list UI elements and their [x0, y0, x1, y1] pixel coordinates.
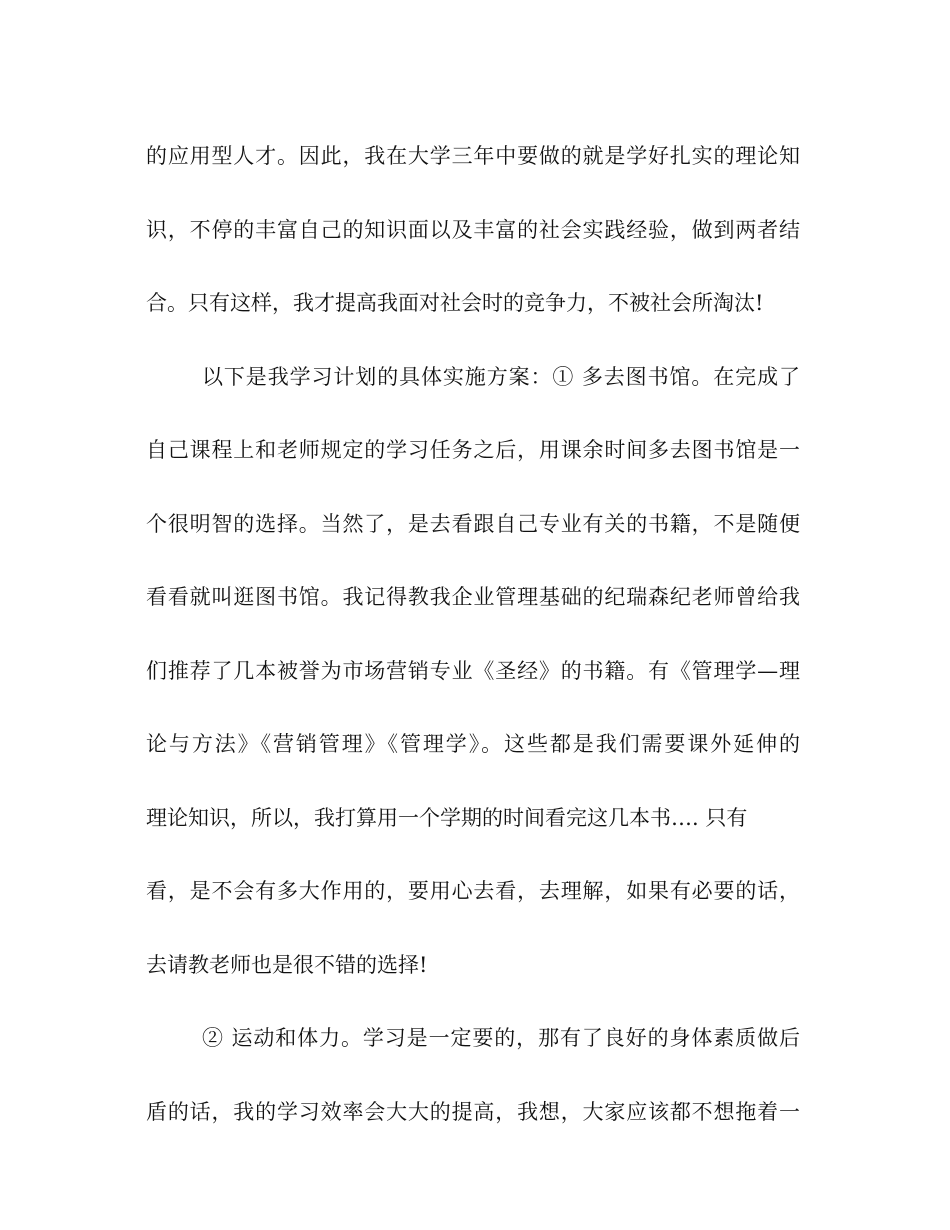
text-line-4: 以下是我学习计划的具体实施方案：① 多去图书馆。在完成了: [202, 364, 800, 389]
text-line-14: 盾的话，我的学习效率会大大的提高，我想，大家应该都不想拖着一: [146, 1099, 800, 1124]
text-line-9: 论与方法》《营销管理》《管理学》。这些都是我们需要课外延伸的: [146, 732, 800, 756]
text-line-3: 合。只有这样，我才提高我面对社会时的竞争力，不被社会所淘汰!: [146, 291, 764, 315]
text-line-8: 们推荐了几本被誉为市场营销专业《圣经》的书籍。有《管理学—理: [146, 658, 800, 683]
text-line-12: 去请教老师也是很不错的选择!: [146, 952, 428, 977]
text-line-10: 理论知识，所以，我打算用一个学期的时间看完这几本书…. 只有: [146, 805, 748, 830]
text-line-5: 自己课程上和老师规定的学习任务之后，用课余时间多去图书馆是一: [146, 438, 800, 462]
text-line-2: 识，不停的丰富自己的知识面以及丰富的社会实践经验，做到两者结: [146, 217, 800, 242]
text-line-13: ② 运动和体力。学习是一定要的，那有了良好的身体素质做后: [202, 1026, 800, 1050]
text-line-6: 个很明智的选择。当然了，是去看跟自己专业有关的书籍，不是随便: [146, 511, 800, 536]
text-line-11: 看，是不会有多大作用的，要用心去看，去理解，如果有必要的话，: [146, 879, 800, 903]
text-line-1: 的应用型人才。因此，我在大学三年中要做的就是学好扎实的理论知: [146, 144, 800, 168]
document-body: [146, 120, 800, 1149]
text-line-7: 看看就叫逛图书馆。我记得教我企业管理基础的纪瑞森纪老师曾给我: [146, 585, 800, 609]
